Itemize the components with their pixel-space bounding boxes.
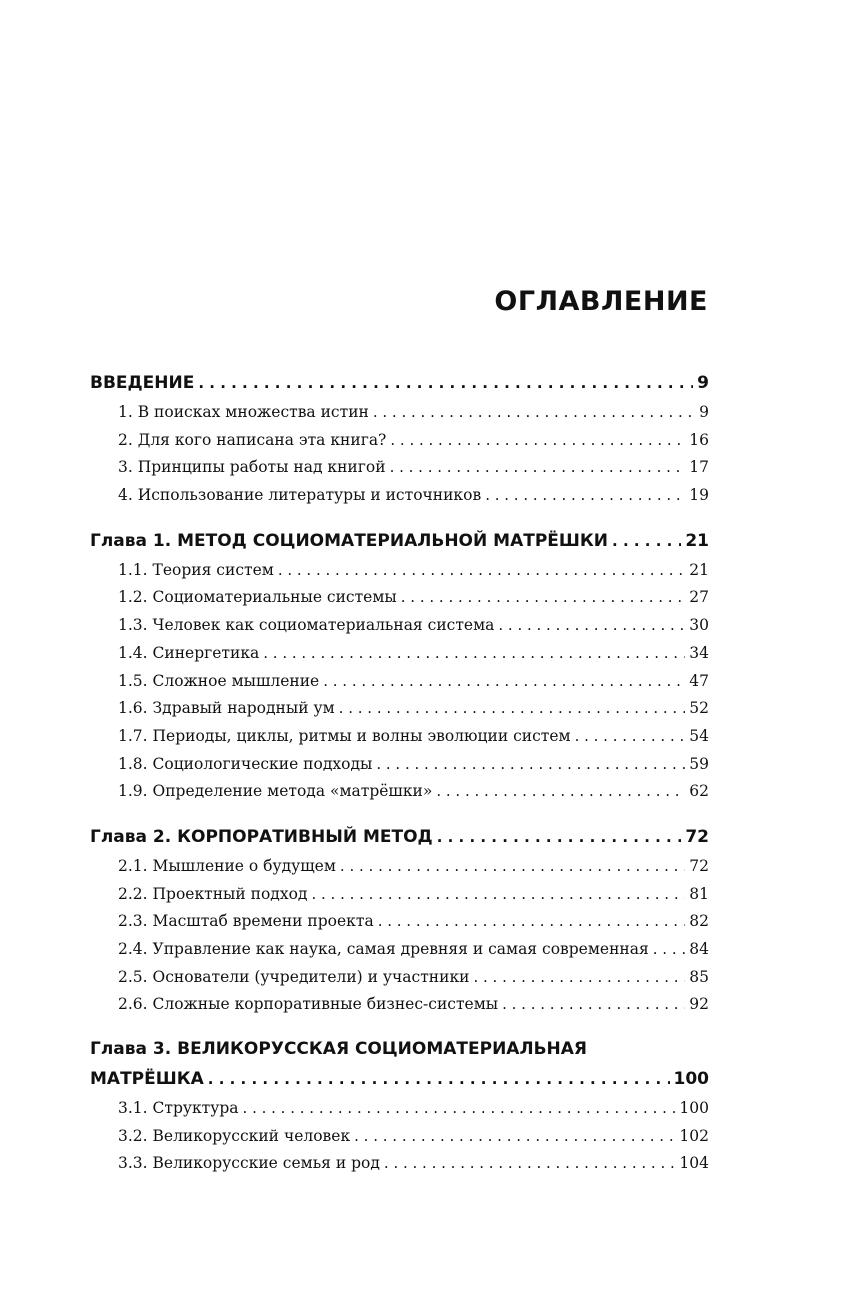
toc-item[interactable] — [90, 1095, 709, 1123]
dot-leader — [340, 853, 685, 881]
toc-item-page: 59 — [689, 754, 709, 773]
toc-item-label: 1.4. Синергетика — [118, 643, 260, 662]
dot-leader — [243, 1095, 676, 1123]
toc-item-label: 1. В поисках множества истин — [118, 403, 369, 421]
dot-leader — [339, 695, 686, 723]
dot-leader — [390, 427, 685, 455]
dot-leader — [390, 454, 686, 482]
toc-item-page: 19 — [689, 486, 709, 505]
dot-leader — [354, 1123, 675, 1151]
toc-item-page: 16 — [689, 430, 709, 449]
toc-item[interactable] — [90, 964, 709, 992]
toc-item[interactable] — [90, 399, 709, 427]
dot-leader — [198, 368, 693, 399]
toc-item-page: 84 — [689, 940, 709, 958]
toc-item-label: 3.3. Великорусские семья и род — [118, 1154, 380, 1173]
toc-heading-page: 72 — [685, 826, 709, 847]
toc-item[interactable] — [90, 1150, 709, 1178]
toc-heading-label: МАТРЁШКА — [90, 1069, 204, 1090]
dot-leader — [502, 991, 685, 1019]
dot-leader — [323, 668, 685, 696]
toc-section-chapter-2 — [90, 822, 709, 1019]
toc-item-page: 62 — [689, 782, 709, 801]
toc-item-label: 2.4. Управление как наука, самая древняя и самая современная — [118, 940, 649, 958]
toc-heading[interactable] — [90, 1064, 709, 1095]
toc-item[interactable] — [90, 584, 709, 612]
toc-item-label: 2. Для кого написана эта книга? — [118, 430, 387, 449]
toc-item-label: 1.2. Социоматериальные системы — [118, 588, 397, 607]
toc-item[interactable] — [90, 908, 709, 936]
toc-item-page: 85 — [689, 967, 709, 986]
toc-item-page: 102 — [679, 1126, 709, 1145]
toc-item-label: 1.7. Периоды, циклы, ритмы и волны эволюции систем — [118, 726, 571, 745]
toc-item-page: 82 — [689, 912, 709, 931]
dot-leader — [612, 526, 681, 557]
toc-section-chapter-1 — [90, 526, 709, 806]
toc-item-label: 4. Использование литературы и источников — [118, 486, 482, 505]
dot-leader — [373, 399, 695, 427]
toc-item[interactable] — [90, 695, 709, 723]
dot-leader — [401, 584, 686, 612]
toc-item-label: 1.6. Здравый народный ум — [118, 699, 335, 718]
toc-item[interactable] — [90, 640, 709, 668]
dot-leader — [498, 612, 685, 640]
toc-item-page: 81 — [689, 884, 709, 903]
toc-item[interactable] — [90, 668, 709, 696]
toc-item[interactable] — [90, 557, 709, 585]
toc-item-label: 2.2. Проектный подход — [118, 884, 308, 903]
toc-item-page: 104 — [679, 1154, 709, 1173]
toc-item-page: 100 — [679, 1099, 709, 1118]
toc-heading-page: 21 — [685, 530, 709, 551]
toc-item-page: 47 — [689, 671, 709, 690]
table-of-contents — [90, 368, 709, 1194]
dot-leader — [485, 482, 685, 510]
dot-leader — [437, 822, 682, 853]
toc-item-label: 1.1. Теория систем — [118, 560, 274, 579]
toc-section-chapter-3 — [90, 1035, 709, 1178]
dot-leader — [263, 640, 685, 668]
toc-heading[interactable] — [90, 368, 709, 399]
dot-leader — [378, 908, 686, 936]
toc-item-label: 3.1. Структура — [118, 1099, 239, 1118]
toc-heading-page: 9 — [697, 373, 709, 393]
toc-item[interactable] — [90, 612, 709, 640]
toc-item[interactable] — [90, 853, 709, 881]
dot-leader — [436, 778, 685, 806]
toc-item-label: 1.8. Социологические подходы — [118, 754, 373, 773]
toc-item-label: 3.2. Великорусский человек — [118, 1126, 351, 1145]
toc-heading[interactable] — [90, 822, 709, 853]
toc-heading-page: 100 — [673, 1069, 709, 1090]
dot-leader — [473, 964, 685, 992]
toc-item[interactable] — [90, 991, 709, 1019]
toc-item-label: 2.3. Масштаб времени проекта — [118, 912, 374, 931]
toc-item[interactable] — [90, 778, 709, 806]
toc-item-label: 2.6. Сложные корпоративные бизнес-системы — [118, 995, 499, 1014]
toc-item-page: 9 — [699, 403, 709, 421]
toc-item[interactable] — [90, 723, 709, 751]
toc-heading-label-line1[interactable]: Глава 3. ВЕЛИКОРУССКАЯ СОЦИОМАТЕРИАЛЬНАЯ — [90, 1039, 588, 1060]
dot-leader — [278, 557, 685, 585]
toc-item-page: 52 — [689, 699, 709, 718]
toc-item-page: 21 — [689, 560, 709, 579]
toc-item-label: 2.1. Мышление о будущем — [118, 856, 336, 875]
toc-item[interactable] — [90, 1123, 709, 1151]
dot-leader — [376, 751, 685, 779]
toc-section-intro — [90, 368, 709, 510]
toc-heading-label: Глава 2. КОРПОРАТИВНЫЙ МЕТОД — [90, 826, 433, 847]
dot-leader — [575, 723, 686, 751]
toc-item-label: 1.9. Определение метода «матрёшки» — [118, 782, 433, 801]
toc-item-page: 17 — [689, 458, 709, 477]
dot-leader — [311, 881, 685, 909]
toc-item[interactable] — [90, 936, 709, 964]
toc-item-page: 30 — [689, 616, 709, 635]
toc-heading-label: Глава 1. МЕТОД СОЦИОМАТЕРИАЛЬНОЙ МАТРЁШКИ — [90, 530, 609, 551]
toc-item[interactable] — [90, 454, 709, 482]
toc-item-page: 34 — [689, 643, 709, 662]
toc-item[interactable] — [90, 482, 709, 510]
toc-item[interactable] — [90, 427, 709, 455]
toc-item-label: 2.5. Основатели (учредители) и участники — [118, 967, 470, 986]
toc-item-page: 54 — [689, 726, 709, 745]
toc-item-label: 3. Принципы работы над книгой — [118, 458, 386, 477]
dot-leader — [384, 1150, 676, 1178]
toc-item-label: 1.5. Сложное мышление — [118, 671, 320, 690]
page-title: ОГЛАВЛЕНИЕ — [494, 286, 708, 317]
toc-item-page: 92 — [689, 995, 709, 1014]
toc-item[interactable] — [90, 881, 709, 909]
dot-leader — [653, 936, 686, 964]
dot-leader — [208, 1064, 670, 1095]
toc-heading-label: ВВЕДЕНИЕ — [90, 373, 195, 393]
toc-item-label: 1.3. Человек как социоматериальная система — [118, 616, 495, 635]
toc-item-page: 72 — [689, 856, 709, 875]
toc-item-page: 27 — [689, 588, 709, 607]
toc-item[interactable] — [90, 751, 709, 779]
toc-heading[interactable] — [90, 526, 709, 557]
